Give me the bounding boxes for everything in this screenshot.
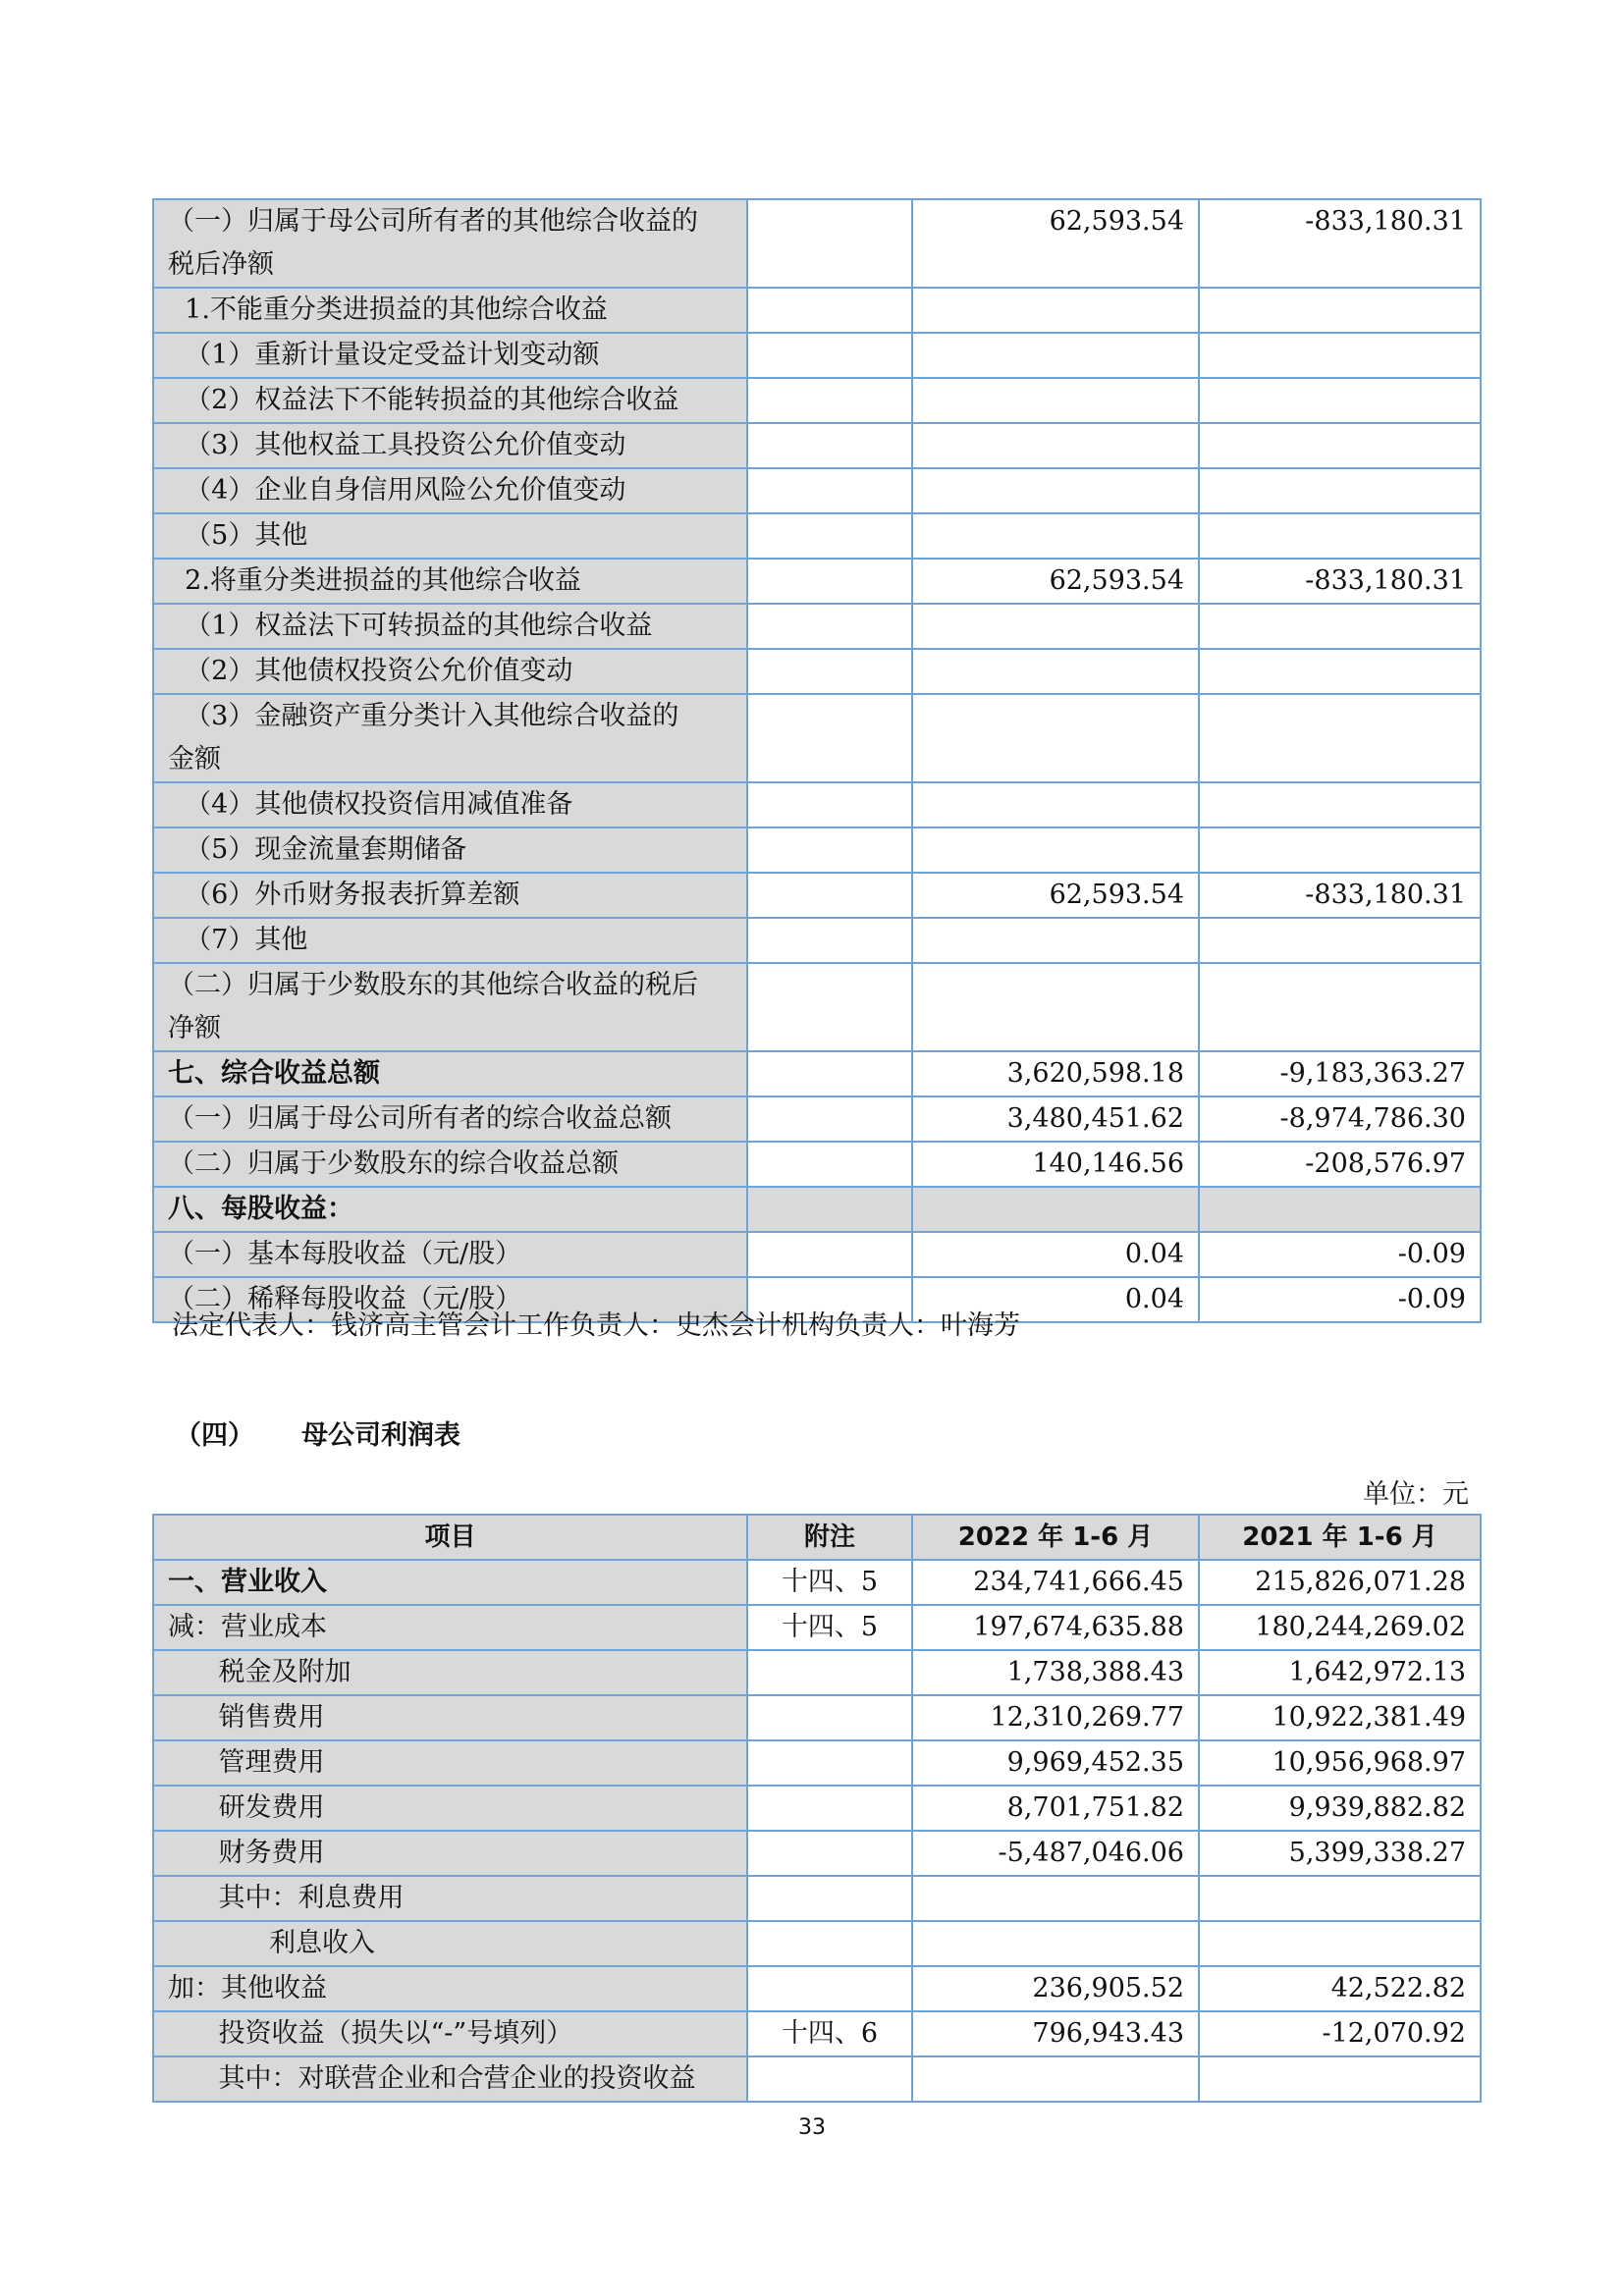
row-label: （一）归属于母公司所有者的其他综合收益的 税后净额 <box>153 199 747 288</box>
row-note <box>747 423 912 468</box>
row-previous-value: 10,956,968.97 <box>1199 1740 1481 1786</box>
row-label: 一、营业收入 <box>153 1560 747 1605</box>
table-row <box>153 333 1481 378</box>
row-previous-value <box>1199 1187 1481 1232</box>
section-heading <box>175 1414 460 1452</box>
row-label: （5）现金流量套期储备 <box>153 828 747 873</box>
row-note <box>747 694 912 782</box>
row-current-value <box>912 604 1199 649</box>
row-note <box>747 1966 912 2011</box>
row-label: 销售费用 <box>153 1695 747 1740</box>
table-row <box>153 468 1481 513</box>
table-row <box>153 1650 1481 1695</box>
comprehensive-income-table <box>152 198 1482 1323</box>
row-label: 其中：对联营企业和合营企业的投资收益 <box>153 2056 747 2102</box>
table-header-row <box>153 1515 1481 1560</box>
row-note <box>747 288 912 333</box>
row-current-value: 796,943.43 <box>912 2011 1199 2056</box>
signature-line: 法定代表人：钱济高主管会计工作负责人：史杰会计机构负责人：叶海芳 <box>172 1310 1020 1341</box>
table-row <box>153 1187 1481 1232</box>
row-label: （一）基本每股收益（元/股） <box>153 1232 747 1277</box>
row-note <box>747 604 912 649</box>
row-note <box>747 1876 912 1921</box>
row-current-value: 3,620,598.18 <box>912 1051 1199 1096</box>
table-row <box>153 963 1481 1051</box>
table-row <box>153 782 1481 828</box>
row-label: （1）权益法下可转损益的其他综合收益 <box>153 604 747 649</box>
row-current-value: 197,674,635.88 <box>912 1605 1199 1650</box>
row-label: （7）其他 <box>153 918 747 963</box>
row-current-value <box>912 2056 1199 2102</box>
row-label: （3）金融资产重分类计入其他综合收益的 金额 <box>153 694 747 782</box>
row-label: 利息收入 <box>153 1921 747 1966</box>
row-note <box>747 828 912 873</box>
row-previous-value <box>1199 2056 1481 2102</box>
row-note <box>747 873 912 918</box>
row-label: 加：其他收益 <box>153 1966 747 2011</box>
row-current-value <box>912 918 1199 963</box>
row-note <box>747 2056 912 2102</box>
table-row <box>153 1232 1481 1277</box>
unit-label: 单位：元 <box>1363 1479 1469 1510</box>
table-row <box>153 559 1481 604</box>
table-row <box>153 1966 1481 2011</box>
row-previous-value <box>1199 963 1481 1051</box>
row-previous-value: -833,180.31 <box>1199 199 1481 288</box>
row-note <box>747 1051 912 1096</box>
row-current-value <box>912 649 1199 694</box>
row-current-value: 62,593.54 <box>912 873 1199 918</box>
table-row <box>153 1786 1481 1831</box>
row-previous-value: -9,183,363.27 <box>1199 1051 1481 1096</box>
row-current-value: 236,905.52 <box>912 1966 1199 2011</box>
row-label: 七、综合收益总额 <box>153 1051 747 1096</box>
row-previous-value: 10,922,381.49 <box>1199 1695 1481 1740</box>
table-row <box>153 694 1481 782</box>
row-current-value <box>912 828 1199 873</box>
row-current-value: 234,741,666.45 <box>912 1560 1199 1605</box>
row-label: （1）重新计量设定受益计划变动额 <box>153 333 747 378</box>
row-label: 减：营业成本 <box>153 1605 747 1650</box>
table-row <box>153 423 1481 468</box>
row-current-value <box>912 1187 1199 1232</box>
row-previous-value <box>1199 1876 1481 1921</box>
table-row <box>153 1096 1481 1142</box>
row-current-value: 140,146.56 <box>912 1142 1199 1187</box>
row-label: （6）外币财务报表折算差额 <box>153 873 747 918</box>
row-note <box>747 782 912 828</box>
row-current-value: -5,487,046.06 <box>912 1831 1199 1876</box>
row-current-value <box>912 378 1199 423</box>
row-label: （二）归属于少数股东的综合收益总额 <box>153 1142 747 1187</box>
row-label: （4）其他债权投资信用减值准备 <box>153 782 747 828</box>
row-previous-value: -8,974,786.30 <box>1199 1096 1481 1142</box>
parent-income-statement-table <box>152 1514 1482 2103</box>
table-row <box>153 1921 1481 1966</box>
row-label: 研发费用 <box>153 1786 747 1831</box>
row-current-value <box>912 1921 1199 1966</box>
row-previous-value: 180,244,269.02 <box>1199 1605 1481 1650</box>
row-current-value <box>912 288 1199 333</box>
row-current-value: 62,593.54 <box>912 199 1199 288</box>
row-current-value <box>912 963 1199 1051</box>
row-note <box>747 1740 912 1786</box>
header-item: 项目 <box>153 1515 747 1560</box>
row-note <box>747 1695 912 1740</box>
row-current-value: 62,593.54 <box>912 559 1199 604</box>
table-row <box>153 604 1481 649</box>
row-label: （5）其他 <box>153 513 747 559</box>
row-note <box>747 1921 912 1966</box>
table-row <box>153 513 1481 559</box>
row-previous-value <box>1199 513 1481 559</box>
row-note <box>747 1096 912 1142</box>
row-note: 十四、5 <box>747 1560 912 1605</box>
table-row <box>153 1831 1481 1876</box>
row-previous-value <box>1199 604 1481 649</box>
row-label: （一）归属于母公司所有者的综合收益总额 <box>153 1096 747 1142</box>
row-note <box>747 1142 912 1187</box>
header-previous-period: 2021 年 1-6 月 <box>1199 1515 1481 1560</box>
row-label: 1.不能重分类进损益的其他综合收益 <box>153 288 747 333</box>
row-note <box>747 963 912 1051</box>
row-previous-value: 1,642,972.13 <box>1199 1650 1481 1695</box>
row-current-value: 3,480,451.62 <box>912 1096 1199 1142</box>
row-note <box>747 378 912 423</box>
row-previous-value: 9,939,882.82 <box>1199 1786 1481 1831</box>
row-note: 十四、6 <box>747 2011 912 2056</box>
row-note <box>747 1232 912 1277</box>
row-label: 管理费用 <box>153 1740 747 1786</box>
row-current-value: 0.04 <box>912 1277 1199 1322</box>
row-previous-value: 42,522.82 <box>1199 1966 1481 2011</box>
row-label: 2.将重分类进损益的其他综合收益 <box>153 559 747 604</box>
row-previous-value <box>1199 918 1481 963</box>
row-previous-value <box>1199 1921 1481 1966</box>
row-previous-value: 215,826,071.28 <box>1199 1560 1481 1605</box>
row-label: 投资收益（损失以“-”号填列） <box>153 2011 747 2056</box>
header-note: 附注 <box>747 1515 912 1560</box>
row-previous-value: -833,180.31 <box>1199 559 1481 604</box>
header-current-period: 2022 年 1-6 月 <box>912 1515 1199 1560</box>
row-previous-value <box>1199 378 1481 423</box>
table-row <box>153 2056 1481 2102</box>
row-label: 财务费用 <box>153 1831 747 1876</box>
row-previous-value: -12,070.92 <box>1199 2011 1481 2056</box>
row-previous-value: -0.09 <box>1199 1232 1481 1277</box>
row-note <box>747 513 912 559</box>
table-row <box>153 1740 1481 1786</box>
row-current-value <box>912 513 1199 559</box>
row-label: （二）稀释每股收益（元/股） <box>153 1277 747 1322</box>
row-label: （2）权益法下不能转损益的其他综合收益 <box>153 378 747 423</box>
row-previous-value <box>1199 288 1481 333</box>
table-row <box>153 2011 1481 2056</box>
row-label: （2）其他债权投资公允价值变动 <box>153 649 747 694</box>
row-current-value <box>912 694 1199 782</box>
table-row <box>153 1876 1481 1921</box>
row-previous-value: 5,399,338.27 <box>1199 1831 1481 1876</box>
table-row <box>153 918 1481 963</box>
row-note <box>747 333 912 378</box>
row-note <box>747 1187 912 1232</box>
row-note <box>747 918 912 963</box>
row-current-value <box>912 333 1199 378</box>
row-previous-value <box>1199 423 1481 468</box>
row-current-value: 9,969,452.35 <box>912 1740 1199 1786</box>
table-row <box>153 1142 1481 1187</box>
table-row <box>153 1695 1481 1740</box>
table-row <box>153 288 1481 333</box>
row-label: （4）企业自身信用风险公允价值变动 <box>153 468 747 513</box>
row-previous-value <box>1199 694 1481 782</box>
row-note <box>747 1831 912 1876</box>
row-previous-value <box>1199 782 1481 828</box>
row-previous-value <box>1199 649 1481 694</box>
row-label: （3）其他权益工具投资公允价值变动 <box>153 423 747 468</box>
table-row <box>153 199 1481 288</box>
section-title: 母公司利润表 <box>301 1420 460 1451</box>
table-row <box>153 1605 1481 1650</box>
row-note <box>747 649 912 694</box>
row-label: （二）归属于少数股东的其他综合收益的税后 净额 <box>153 963 747 1051</box>
row-note <box>747 1786 912 1831</box>
table-row <box>153 873 1481 918</box>
row-previous-value <box>1199 828 1481 873</box>
row-previous-value: -208,576.97 <box>1199 1142 1481 1187</box>
row-note: 十四、5 <box>747 1605 912 1650</box>
table-row <box>153 1560 1481 1605</box>
row-previous-value: -0.09 <box>1199 1277 1481 1322</box>
row-current-value <box>912 1876 1199 1921</box>
row-note <box>747 199 912 288</box>
row-current-value: 8,701,751.82 <box>912 1786 1199 1831</box>
table-row <box>153 378 1481 423</box>
page-number: 33 <box>798 2115 826 2140</box>
section-number: （四） <box>175 1420 254 1451</box>
row-label: 八、每股收益： <box>153 1187 747 1232</box>
row-note <box>747 559 912 604</box>
row-previous-value <box>1199 468 1481 513</box>
row-current-value <box>912 468 1199 513</box>
row-label: 税金及附加 <box>153 1650 747 1695</box>
row-current-value <box>912 423 1199 468</box>
row-note <box>747 468 912 513</box>
table-row <box>153 1051 1481 1096</box>
row-current-value: 12,310,269.77 <box>912 1695 1199 1740</box>
row-previous-value: -833,180.31 <box>1199 873 1481 918</box>
row-label: 其中：利息费用 <box>153 1876 747 1921</box>
row-current-value: 1,738,388.43 <box>912 1650 1199 1695</box>
table-row <box>153 649 1481 694</box>
row-current-value: 0.04 <box>912 1232 1199 1277</box>
row-note <box>747 1650 912 1695</box>
row-previous-value <box>1199 333 1481 378</box>
table-row <box>153 828 1481 873</box>
row-current-value <box>912 782 1199 828</box>
